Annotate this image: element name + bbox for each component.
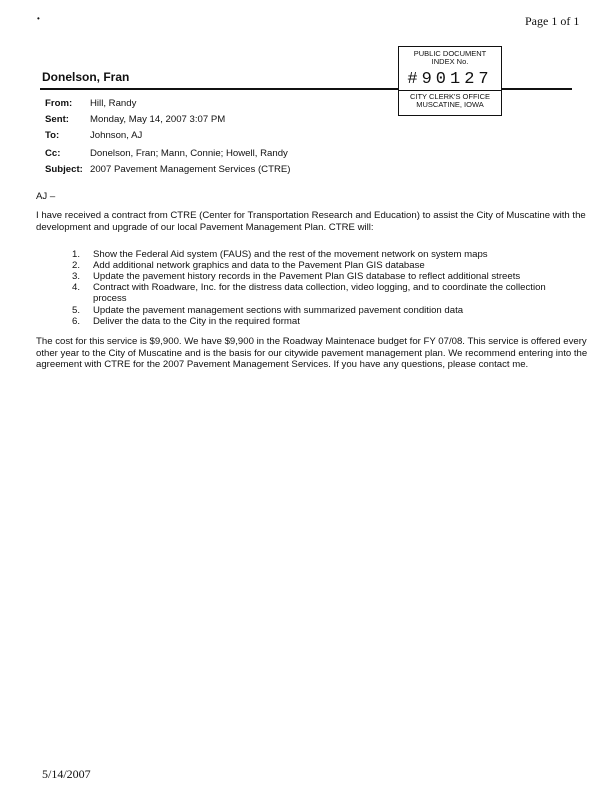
from-value: Hill, Randy	[90, 98, 137, 109]
cc-label: Cc:	[45, 148, 61, 159]
list-item-continuation	[72, 293, 127, 304]
list-item	[72, 316, 300, 327]
list-text: process	[93, 293, 127, 304]
greeting: AJ –	[36, 191, 56, 202]
stamp-line1: PUBLIC DOCUMENT	[413, 49, 487, 58]
stamp-line4: MUSCATINE, IOWA	[416, 100, 484, 109]
subject-label: Subject:	[45, 164, 83, 175]
to-value: Johnson, AJ	[90, 130, 143, 141]
list-item	[72, 305, 463, 316]
list-number: 4.	[72, 282, 81, 293]
footer-date: 5/14/2007	[42, 767, 91, 781]
page-number: Page 1 of 1	[525, 14, 580, 28]
list-text: Contract with Roadware, Inc. for the distress data collection, video logging, and to coordinate the collection	[93, 282, 546, 293]
stamp-index-number: #90127	[407, 70, 493, 89]
sent-value: Monday, May 14, 2007 3:07 PM	[90, 114, 226, 125]
closing-paragraph: The cost for this service is $9,900. We have $9,900 in the Roadway Maintenace budget for FY 07/08. This service is offered every other year to the City of Muscatine and is the basis for our citywide pavement management plan. We recommend entering into the agreement with CTRE for the 2007 Pavement Management Services. If you have any questions, please contact me.	[36, 336, 588, 370]
stamp-line3: CITY CLERK'S OFFICE	[399, 90, 501, 101]
to-label: To:	[45, 130, 60, 141]
mailbox-owner: Donelson, Fran	[42, 70, 130, 84]
scan-mark: •	[37, 14, 40, 23]
list-item	[72, 260, 425, 271]
list-number: 3.	[72, 271, 81, 282]
from-label: From:	[45, 98, 73, 109]
intro-paragraph: I have received a contract from CTRE (Center for Transportation Research and Education) to assist the City of Muscatine with the development and upgrade of our local Pavement Management Plan. CTRE will:	[36, 210, 586, 233]
list-number: 1.	[72, 249, 81, 260]
cc-value: Donelson, Fran; Mann, Connie; Howell, Randy	[90, 148, 288, 159]
list-text: Show the Federal Aid system (FAUS) and the rest of the movement network on system maps	[93, 249, 488, 260]
list-item	[72, 249, 488, 260]
list-number: 5.	[72, 305, 81, 316]
list-text: Update the pavement history records in the Pavement Plan GIS database to reflect additional streets	[93, 271, 521, 282]
sent-label: Sent:	[45, 114, 69, 125]
list-item	[72, 271, 520, 282]
list-number: 6.	[72, 316, 81, 327]
public-document-stamp	[398, 46, 502, 116]
list-item	[72, 282, 546, 293]
subject-value: 2007 Pavement Management Services (CTRE)	[90, 164, 291, 175]
list-number: 2.	[72, 260, 81, 271]
list-text: Add additional network graphics and data to the Pavement Plan GIS database	[93, 260, 425, 271]
list-text: Update the pavement management sections with summarized pavement condition data	[93, 305, 464, 316]
list-text: Deliver the data to the City in the required format	[93, 316, 300, 327]
stamp-line2: INDEX No.	[431, 57, 469, 66]
